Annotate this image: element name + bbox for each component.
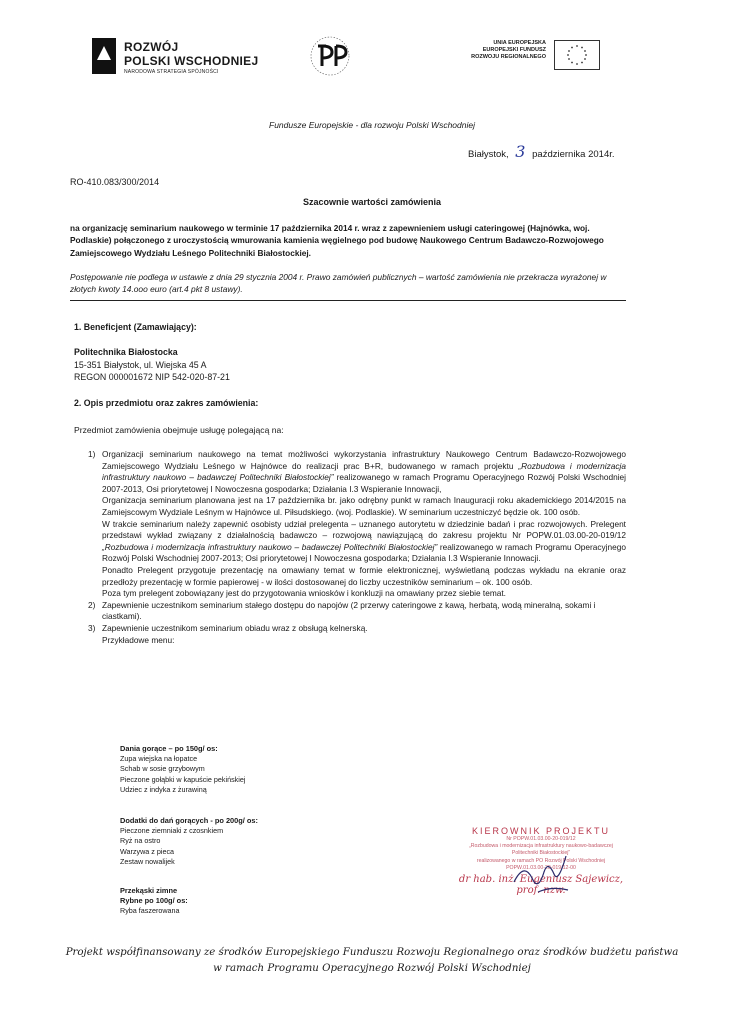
stamp-line-3: Politechniki Białostockiej”: [511, 850, 571, 857]
menu-cold-heading-1: Przekąski zimne: [120, 886, 178, 895]
scope-list: [88, 449, 627, 646]
reference-number: RO-410.083/300/2014: [70, 177, 160, 187]
item-1-paragraph-1: [102, 449, 626, 495]
item-1-p1-text: Organizacji seminarium naukowego na temat możliwości wykorzystania infrastruktury Naukowego Centrum Badawczo-Rozwojowego Zamiejscowego Wydziału Leśnego w Hajnówce do realizacji prac B+R, budowanego w ramach projektu: [102, 449, 626, 471]
item-1-p3-project: „Rozbudowa i modernizacja infrastruktury naukowo – badawczej Politechniki Białostockiej”: [102, 541, 438, 552]
item-1-p3-end: realizowanego w ramach Programu Operacyjnego Rozwój Polski Wschodniej 2007-2013; Osi priorytetowej I Nowoczesna gospodarka; Działania I.3 Wspieranie Innowacji.: [102, 541, 626, 564]
beneficiary-block: [74, 346, 230, 384]
logo-line-3: NARODOWA STRATEGIA SPÓJNOŚCI: [124, 69, 219, 75]
section-1-heading: 1. Beneficjent (Zamawiający):: [74, 322, 197, 332]
beneficiary-regon: REGON 000001672 NIP 542-020-87-21: [74, 372, 230, 383]
menu-item: Pieczone gołąbki w kapuście pekińskiej: [120, 774, 246, 784]
stamp-line-1: Nr POPW.01.03.00-20-019/12: [506, 836, 576, 842]
logo-mark-icon: [92, 38, 116, 74]
item-1-paragraph-4: Ponadto Prelegent przygotuje prezentację na omawiany temat w formie elektronicznej, wyświetlaną podczas wykładu na ekranie oraz przedłoży prezentację w formie papierowej - w ilości dostosowanej do liczby uczestników seminarium – ok. 100 osób.: [102, 564, 626, 587]
stamp-line-2: „Rozbudowa i modernizacja infrastruktury naukowo-badawczej: [469, 843, 613, 850]
item-1-paragraph-5: Poza tym prelegent zobowiązany jest do przygotowania wniosków i konkluzji na omawiany przez siebie temat.: [102, 588, 506, 599]
menu-side-heading: Dodatki do dań gorących - po 200g/ os:: [120, 816, 258, 825]
date-day-handwritten: 3: [515, 142, 526, 161]
list-item-number: 1): [88, 449, 96, 459]
list-item: [88, 449, 627, 600]
item-1-p1-end: realizowanego w ramach Programu Operacyjnego Rozwój Polski Wschodniej 2007-2013, Osi priorytetowej I Nowoczesna gospodarka; Działania I.3 Wspieranie Innowacji,: [102, 472, 627, 494]
menu-item: Pieczone ziemniaki z czosnkiem: [120, 826, 224, 836]
beneficiary-name: Politechnika Białostocka: [74, 347, 178, 357]
section-2-lead: Przedmiot zamówienia obejmuje usługę polegającą na:: [74, 425, 284, 435]
menu-side: [120, 816, 258, 867]
item-1-p1-project: „Rozbudowa i modernizacja infrastruktury naukowo – badawczej Politechniki Białostockiej”: [102, 460, 626, 483]
stamp-title: KIEROWNIK PROJEKTU: [471, 826, 610, 836]
divider: [70, 300, 626, 301]
menu-item: Zupa wiejska na łopatce: [120, 754, 198, 764]
menu-cold-heading-2: Rybne po 100g/ os:: [120, 896, 188, 906]
menu-main: [120, 744, 245, 795]
date-rest: października 2014r.: [532, 149, 615, 160]
menu-item: Schab w sosie grzybowym: [120, 764, 205, 774]
rozwoj-polski-wschodniej-logo: [92, 38, 282, 82]
logo-line-1: ROZWÓJ: [124, 40, 179, 54]
list-item: [88, 599, 626, 623]
item-3-text: Zapewnienie uczestnikom seminarium obiadu wraz z obsługą kelnerską.: [102, 622, 368, 633]
menu-item: Ryba faszerowana: [120, 906, 180, 916]
eu-line-2: EUROPEJSKI FUNDUSZ: [482, 47, 546, 53]
beneficiary-address: 15-351 Białystok, ul. Wiejska 45 A: [74, 359, 207, 370]
eu-line-1: UNIA EUROPEJSKA: [493, 40, 546, 46]
item-1-paragraph-3: [102, 519, 626, 565]
politechnika-bialostocka-logo-icon: [300, 34, 360, 78]
legal-note: Postępowanie nie podlega w ustawie z dnia 29 stycznia 2004 r. Prawo zamówień publicznych – wartość zamówienia nie przekracza wyrażonej w złotych kwoty 14.ooo euro (art.4 pkt 8 ustawy).: [70, 272, 607, 295]
stamp-line-5: POPW.01.03.00-20-019/12-00: [506, 864, 576, 871]
menu-item: Udziec z indyka z żurawiną: [120, 784, 207, 794]
list-item-number: 2): [88, 599, 96, 610]
signature-icon: [508, 852, 588, 907]
list-item-number: 3): [88, 622, 96, 633]
menu-item: Ryż na ostro: [120, 836, 161, 846]
menu-cold: [120, 886, 188, 917]
document-title: Szacownie wartości zamówienia: [302, 197, 442, 207]
section-2-heading: 2. Opis przedmiotu oraz zakres zamówienia:: [74, 398, 259, 408]
eu-line-3: ROZWOJU REGIONALNEGO: [471, 54, 546, 60]
list-item: [88, 622, 626, 646]
eu-text: [471, 40, 546, 61]
item-2-text: Zapewnienie uczestnikom seminarium stałego dostępu do napojów (2 przerwy cateringowe z kawą, herbatą, wodą mineralną, sokami i ciastkami).: [102, 599, 596, 622]
item-3-sub: Przykładowe menu:: [102, 634, 175, 645]
footer-note: Projekt współfinansowany ze środków Europejskiego Funduszu Rozwoju Regionalnego oraz środków budżetu państwa w ramach Programu Operacyjnego Rozwój Polski Wschodniej: [65, 947, 679, 974]
eu-logo: [460, 40, 600, 70]
stamp-signer: dr hab. inż. Eugeniusz Sajewicz, prof. nzw.: [458, 874, 624, 897]
menu-item: Warzywa z pieca: [120, 846, 175, 856]
intro-paragraph: na organizację seminarium naukowego w terminie 17 października 2014 r. wraz z zapewnieniem usługi cateringowej (Hajnówka, woj. Podlaskie) połączonego z uroczystością wmurowania kamienia węgielnego pod budowę Naukowego Centrum Badawczo-Rozwojowego Zamiejscowego Wydziału Leśnego Politechniki Białostockiej.: [70, 223, 604, 258]
date-city: Białystok,: [468, 149, 509, 160]
item-1-p3-text: W trakcie seminarium należy zapewnić osobisty udział prelegenta – uznanego autorytetu w dziedzinie badań i prac rozwojowych. Prelegent przedstawi wykład związany z działalnością badawczo – rozwojową nawiązującą do zakresu projektu Nr POPW.01.03.00-20-019/12: [102, 518, 626, 541]
menu-item: Zestaw nowalijek: [120, 856, 175, 866]
item-1-paragraph-2: Organizacja seminarium planowana jest na 17 października br. jako odrębny punkt w ramach Inauguracji roku akademickiego 2014/2015 na Zamiejscowym Wydziale Leśnym w Hajnówce ul. Piłsudskiego. (woj. Podlaskie). W seminarium uczestniczyć będzie ok. 100 osób.: [102, 495, 626, 517]
logo-line-2: POLSKI WSCHODNIEJ: [124, 54, 259, 68]
menu-main-heading: Dania gorące – po 150g/ os:: [120, 744, 218, 753]
slogan: Fundusze Europejskie - dla rozwoju Polski Wschodniej: [269, 120, 475, 130]
stamp-line-4: realizowanego w ramach PO Rozwój Polski Wschodniej: [476, 857, 606, 864]
document-date: [468, 142, 615, 161]
eu-flag-icon: [554, 40, 600, 70]
